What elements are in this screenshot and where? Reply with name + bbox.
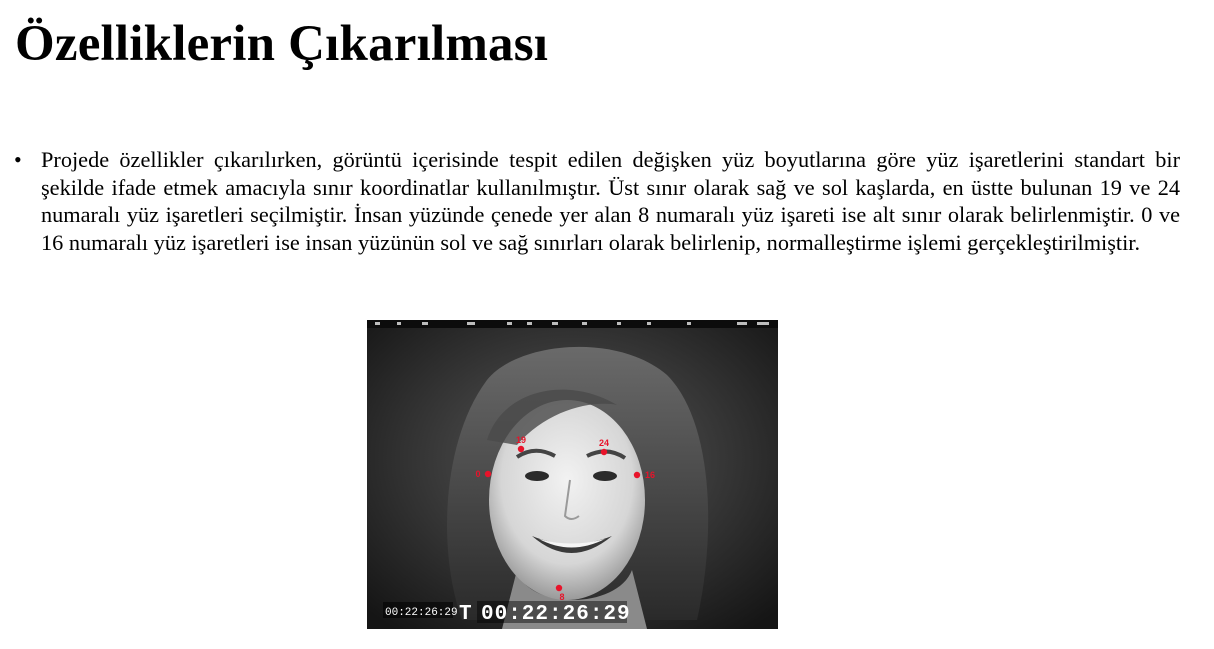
slide-title: Özelliklerin Çıkarılması [15, 16, 549, 72]
face-photo [367, 320, 778, 629]
bullet-item [14, 146, 1180, 256]
landmark-dot [634, 472, 640, 478]
landmark-label: 19 [515, 435, 527, 445]
bullet-text: Projede özellikler çıkarılırken, görüntü içerisinde tespit edilen değişken yüz boyutlarına göre yüz işaretlerini standart bir şekilde ifade etmek amacıyla sınır koordinatlar kullanılmıştır. Üst sınır olarak sağ ve sol kaşlarda, en üstte bulunan 19 ve 24 numaralı yüz işaretleri seçilmiştir. İnsan yüzünde çenede yer alan 8 numaralı yüz işareti ise alt sınır olarak belirlenmiştir. 0 ve 16 numaralı yüz işaretleri ise insan yüzünün sol ve sağ sınırları olarak belirlenip, normalleştirme işlemi gerçekleştirilmiştir. [41, 147, 1180, 255]
right-eye [593, 471, 617, 481]
bullet-list [14, 146, 1180, 256]
landmark-label: 24 [598, 438, 610, 448]
top-scanline-bar [367, 320, 778, 328]
landmark-label: 0 [475, 469, 481, 479]
landmark-dot [601, 449, 607, 455]
landmark-dot [518, 446, 524, 452]
timecode-small: 00:22:26:29 [385, 607, 458, 619]
landmark-dot [556, 585, 562, 591]
face-landmark-image [367, 320, 778, 629]
landmark-label: 16 [644, 470, 656, 480]
bullet-dot-icon: • [14, 147, 22, 172]
landmark-dot [485, 471, 491, 477]
landmark-label: 8 [559, 592, 565, 602]
timecode-large: 00:22:26:29 [481, 603, 631, 626]
timecode-marker: T [459, 603, 473, 626]
left-eye [525, 471, 549, 481]
